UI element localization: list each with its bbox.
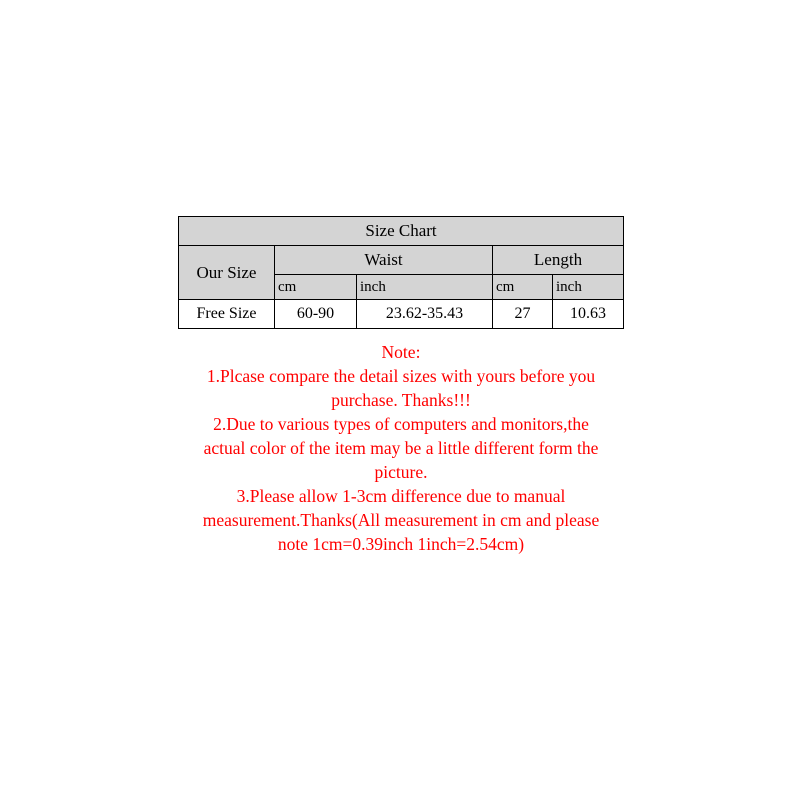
header-waist-cm: cm	[275, 275, 357, 300]
note-line-4: actual color of the item may be a little different form the	[203, 438, 599, 458]
note-line-1: 1.Plcase compare the detail sizes with yours before you	[206, 366, 596, 386]
table-row-header-group	[179, 246, 624, 275]
header-waist: Waist	[275, 246, 493, 275]
header-waist-inch: inch	[357, 275, 493, 300]
size-chart-container	[178, 216, 623, 329]
note-heading: Note:	[381, 342, 421, 362]
note-line-6: 3.Please allow 1-3cm difference due to manual	[236, 486, 566, 506]
header-our-size: Our Size	[179, 246, 275, 300]
size-chart-title: Size Chart	[179, 217, 624, 246]
cell-waist-cm: 60-90	[275, 300, 357, 329]
size-chart-table	[178, 216, 624, 329]
note-block	[178, 340, 624, 556]
cell-length-inch: 10.63	[553, 300, 624, 329]
table-row-title	[179, 217, 624, 246]
cell-length-cm: 27	[493, 300, 553, 329]
note-line-8: note 1cm=0.39inch 1inch=2.54cm)	[277, 534, 525, 554]
header-length-inch: inch	[553, 275, 624, 300]
note-line-2: purchase. Thanks!!!	[331, 390, 471, 410]
header-length-cm: cm	[493, 275, 553, 300]
header-length: Length	[493, 246, 624, 275]
note-line-3: 2.Due to various types of computers and monitors,the	[213, 414, 589, 434]
cell-waist-inch: 23.62-35.43	[357, 300, 493, 329]
cell-size: Free Size	[179, 300, 275, 329]
table-row	[179, 300, 624, 329]
note-line-7: measurement.Thanks(All measurement in cm and please	[202, 510, 600, 530]
note-line-5: picture.	[374, 462, 428, 482]
